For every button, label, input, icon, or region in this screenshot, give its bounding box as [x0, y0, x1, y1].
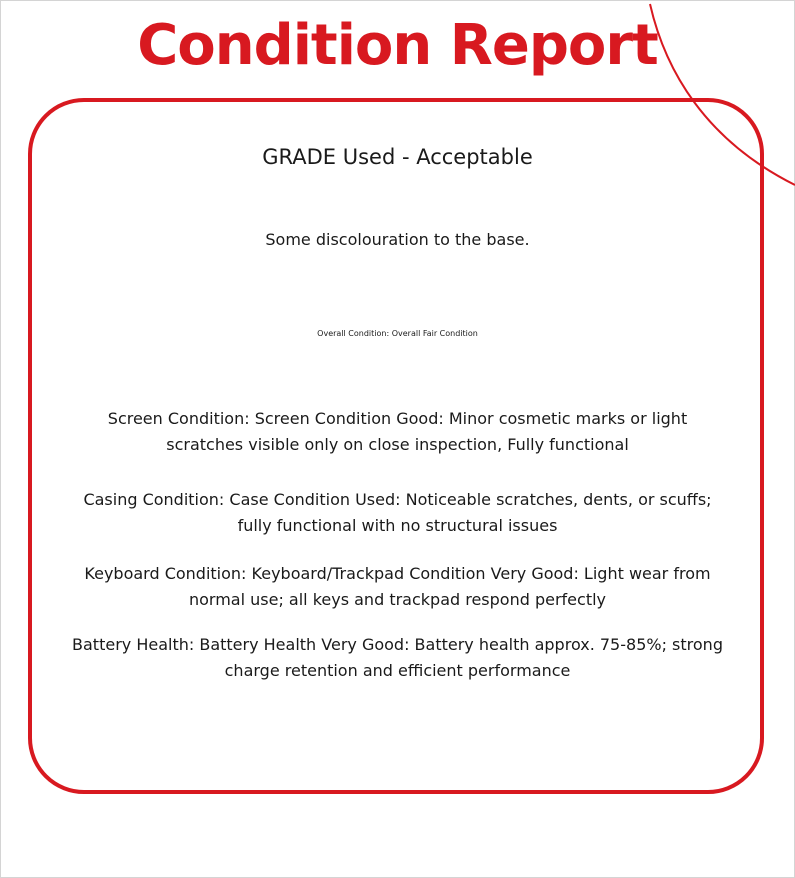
grade-label: GRADE Used - Acceptable	[262, 145, 533, 169]
keyboard-condition: Keyboard Condition: Keyboard/Trackpad Condition Very Good: Light wear from normal use; all keys and trackpad respond perfectly	[84, 564, 711, 609]
page-title: Condition Report	[137, 13, 658, 78]
screen-condition: Screen Condition: Screen Condition Good: Minor cosmetic marks or light scratches visible only on close inspection, Fully functional	[107, 409, 688, 454]
casing-condition: Casing Condition: Case Condition Used: Noticeable scratches, dents, or scuffs; fully functional with no structural issues	[83, 490, 712, 535]
battery-health: Battery Health: Battery Health Very Good: Battery health approx. 75-85%; strong charge retention and efficient performance	[72, 635, 723, 680]
overall-condition: Overall Condition: Overall Fair Condition	[317, 329, 478, 338]
condition-note: Some discolouration to the base.	[265, 230, 530, 249]
